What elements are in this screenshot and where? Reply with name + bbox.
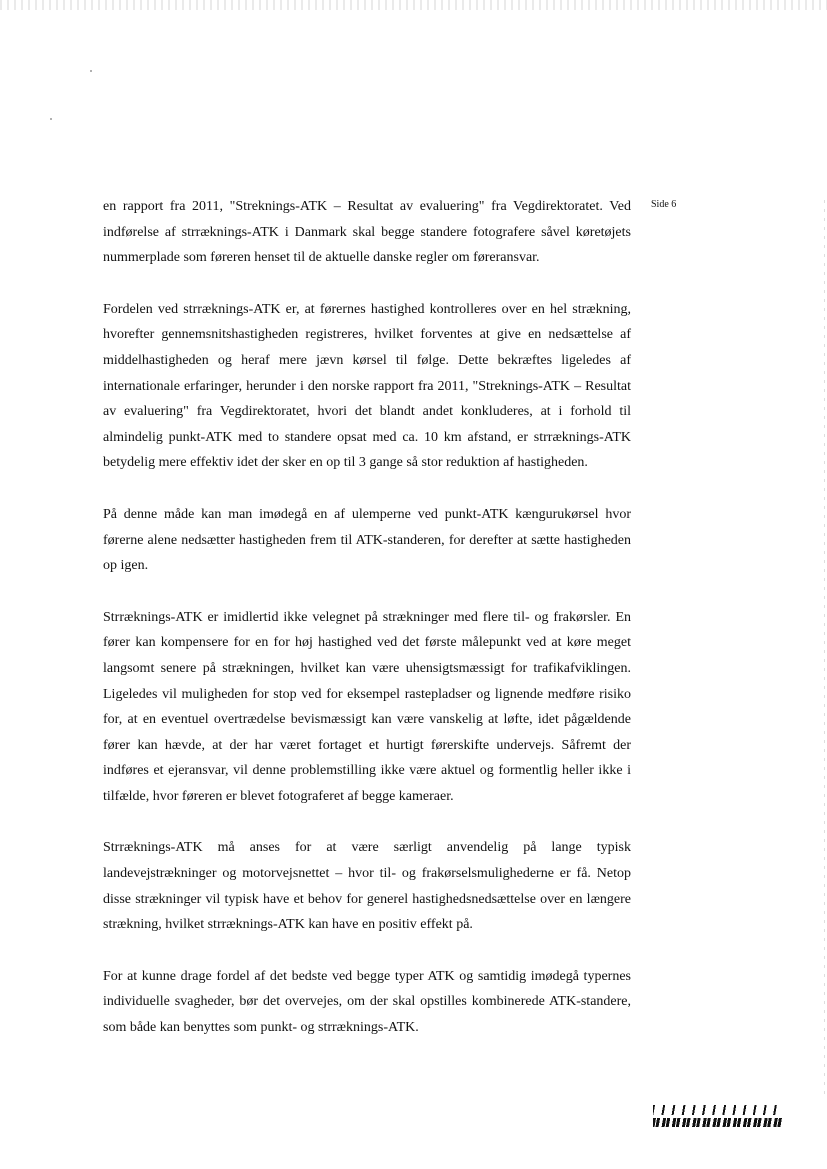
paragraph-2: Fordelen ved strræknings-ATK er, at førernes hastighed kontrolleres over en hel strækning, hvorefter gennemsnitshastigheden registreres, hvilket forventes at give en nedsættelse af middelhastigheden og heraf mere jævn kørsel til følge. Dette bekræftes ligeledes af internationale erfaringer, herunder i den norske rapport fra 2011, "Streknings-ATK – Resultat av evaluering" fra Vegdirektoratet, hvori det blandt andet konkluderes, at i forhold til almindelig punkt-ATK med to standere opsat med ca. 10 km afstand, er strræknings-ATK betydelig mere effektiv idet der sker en op til 3 gange så stor reduktion af hastigheden.	[103, 301, 631, 471]
scan-speck	[50, 118, 52, 120]
paragraph-4: Strræknings-ATK er imidlertid ikke velegnet på strækninger med flere til- og frakørsler. En fører kan kompensere for en for høj hastighed ved det første målepunkt ved at køre meget langsomt senere på strækningen, hvilket kan være uhensigtsmæssigt for trafikafviklingen. Ligeledes vil muligheden for stop ved for eksempel rastepladser og lignende medføre risiko for, at en eventuel overtrædelse bevismæssigt kan være vanskelig at løfte, idet pågældende fører kan hævde, at der har været fortaget et hurtigt førerskifte undervejs. Såfremt der indføres et ejeransvar, vil denne problemstilling ikke være aktuel og formentlig heller ikke i tilfælde, hvor føreren er blevet fotograferet af begge kameraer.	[103, 609, 631, 804]
paragraph-5: Strræknings-ATK må anses for at være særligt anvendelig på lange typisk landevejstrækninger og motorvejsnettet – hvor til- og frakørselsmulighederne er få. Netop disse strækninger vil typisk have et behov for generel hastighedsnedsættelse over en længere strækning, hvilket strræknings-ATK kan have en positiv effekt på.	[103, 840, 631, 933]
scan-artifact-top	[0, 0, 827, 10]
scan-artifact-right	[824, 200, 825, 1100]
paragraph-1: en rapport fra 2011, "Streknings-ATK – Resultat av evaluering" fra Vegdirektoratet. Ved indførelse af strræknings-ATK i Danmark skal begge standere fotografere såvel køretøjets nummerplade som føreren henset til de aktuelle danske regler om føreransvar.	[103, 199, 631, 266]
barcode-row-bottom	[653, 1118, 783, 1127]
body-text	[103, 194, 631, 1067]
barcode-mark	[653, 1105, 783, 1127]
paragraph-3: På denne måde kan man imødegå en af ulemperne ved punkt-ATK kængurukørsel hvor førerne alene nedsætter hastigheden frem til ATK-standeren, for derefter at sætte hastigheden op igen.	[103, 506, 631, 574]
paragraph-6: For at kunne drage fordel af det bedste ved begge typer ATK og samtidig imødegå typernes individuelle svagheder, bør det overvejes, om der skal opstilles kombinerede ATK-standere, som både kan benyttes som punkt- og strræknings-ATK.	[103, 968, 631, 1036]
page-number: Side 6	[651, 199, 677, 210]
barcode-row-top	[653, 1105, 783, 1115]
scan-speck	[90, 70, 92, 72]
